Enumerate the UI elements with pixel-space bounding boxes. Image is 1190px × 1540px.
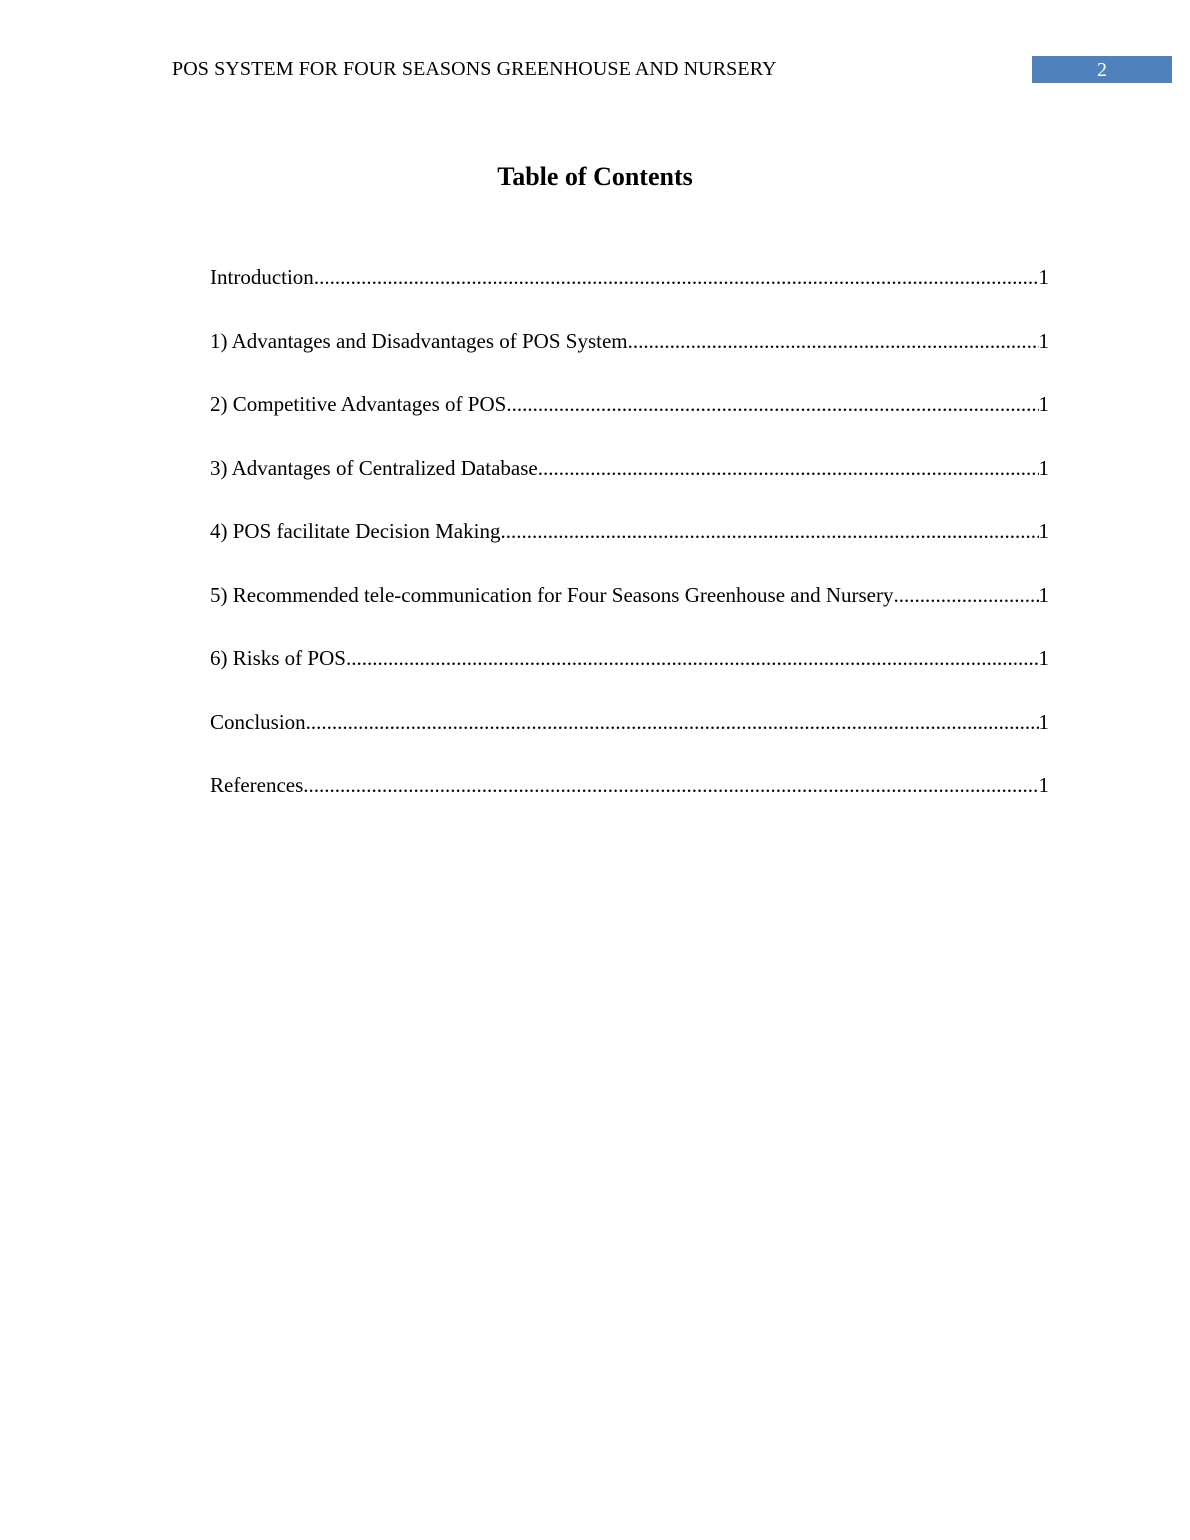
toc-entry-page: 1	[1038, 455, 1049, 480]
toc-entry-decision-making[interactable]	[210, 519, 1049, 583]
toc-entry-competitive-advantages[interactable]	[210, 392, 1049, 456]
toc-entry-page: 1	[1038, 519, 1049, 543]
dot-leader	[893, 583, 1038, 608]
toc-entry-label: References	[210, 773, 304, 797]
toc-entry-introduction[interactable]	[210, 265, 1049, 329]
toc-entry-page: 1	[1038, 773, 1049, 797]
toc-entry-conclusion[interactable]	[210, 710, 1049, 774]
dot-leader	[628, 329, 1039, 354]
toc-entry-telecommunication[interactable]	[210, 583, 1049, 647]
dot-leader	[314, 265, 1039, 290]
toc-entry-label: 1) Advantages and Disadvantages of POS System	[210, 328, 628, 353]
page-number-badge: 2	[1032, 56, 1172, 83]
toc-entry-label: 5) Recommended tele-communication for Four Seasons Greenhouse and Nursery	[210, 582, 894, 607]
toc-entry-risks[interactable]	[210, 646, 1049, 710]
toc-entry-label: 6) Risks of POS	[210, 646, 346, 670]
toc-entry-label: Conclusion	[210, 709, 306, 734]
toc-entry-page: 1	[1038, 646, 1049, 670]
toc-entry-label: 3) Advantages of Centralized Database	[210, 455, 538, 480]
toc-list	[210, 265, 1049, 837]
page-header	[172, 56, 1172, 84]
toc-entry-page: 1	[1038, 392, 1049, 416]
dot-leader	[303, 773, 1038, 798]
toc-entry-page: 1	[1038, 582, 1049, 607]
running-head: POS SYSTEM FOR FOUR SEASONS GREENHOUSE AND NURSERY	[172, 58, 777, 80]
toc-entry-references[interactable]	[210, 773, 1049, 837]
dot-leader	[306, 710, 1039, 735]
toc-title: Table of Contents	[497, 162, 693, 191]
toc-entry-label: Introduction	[210, 265, 314, 289]
toc-entry-page: 1	[1038, 265, 1049, 289]
dot-leader	[506, 392, 1038, 417]
toc-entry-page: 1	[1038, 328, 1049, 353]
dot-leader	[346, 646, 1039, 671]
toc-entry-label: 4) POS facilitate Decision Making	[210, 519, 501, 543]
dot-leader	[538, 456, 1039, 481]
toc-entry-advantages-disadvantages[interactable]	[210, 329, 1049, 393]
toc-entry-label: 2) Competitive Advantages of POS	[210, 392, 507, 416]
dot-leader	[500, 519, 1038, 544]
toc-entry-page: 1	[1038, 709, 1049, 734]
toc-entry-centralized-database[interactable]	[210, 456, 1049, 520]
